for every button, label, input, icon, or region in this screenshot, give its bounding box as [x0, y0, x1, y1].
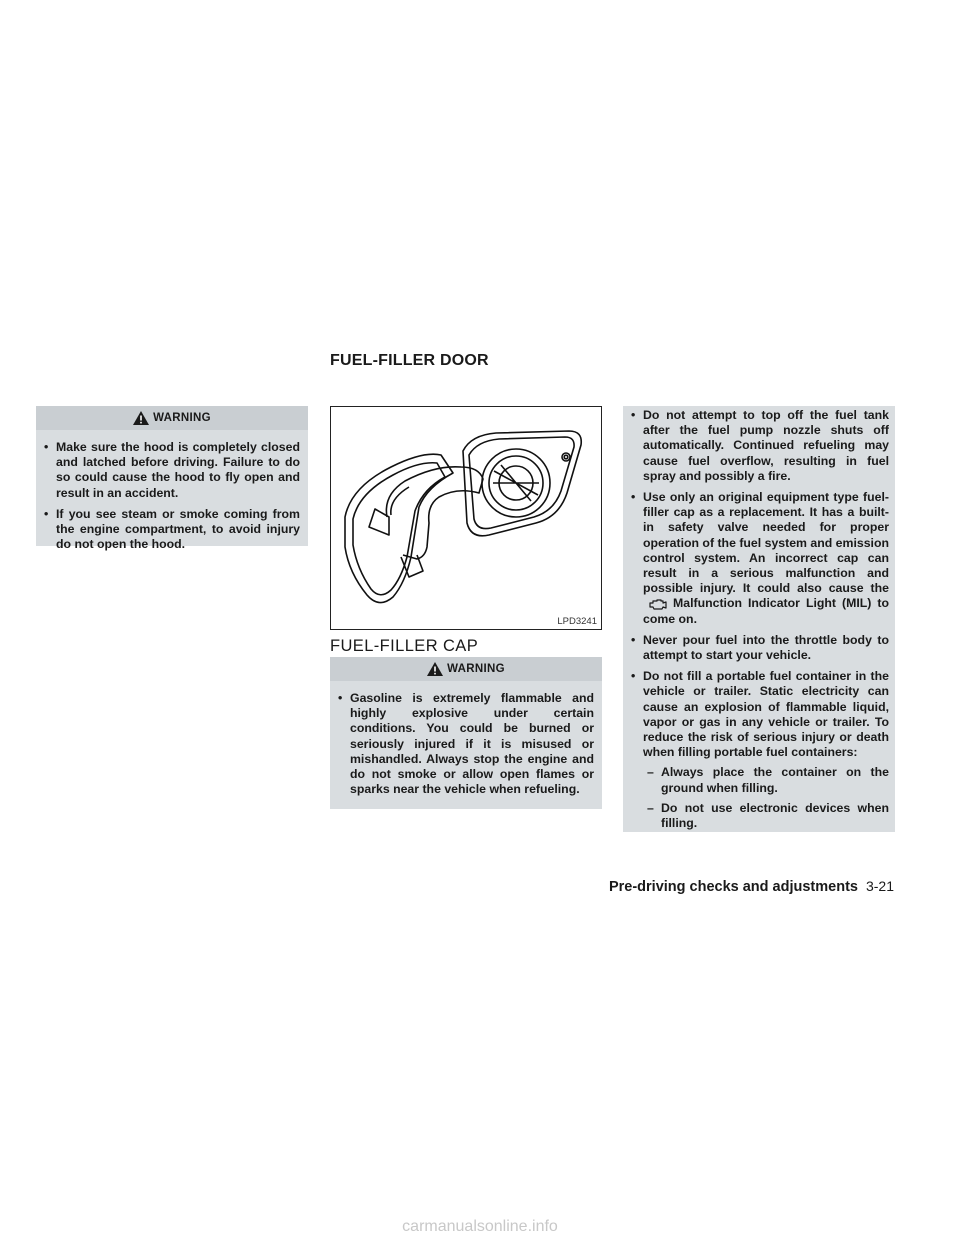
fuel-warning-item: • Never pour fuel into the throttle body to attempt to start your vehicle.: [631, 632, 889, 663]
page-number: 3-21: [865, 878, 894, 894]
fuel-warning-subitem: – Always place the container on the ground when filling.: [647, 765, 889, 795]
hood-warning-item: • Make sure the hood is completely closed and latched before driving. Failure to do so could cause the hood to fly open and result in an accident.: [44, 440, 300, 500]
warning-icon: [133, 411, 149, 425]
cap-warning-item: • Gasoline is extremely flammable and highly explosive under certain conditions. You could be burned or seriously injured if it is misused or mishandled. Always stop the engine and do not smoke or allow open flames or sparks near the vehicle when refueling.: [338, 691, 594, 797]
fuel-warning-item: • Use only an original equipment type fuel-filler cap as a replacement. It has a built-in safety valve needed for proper operation of the fuel system and emission control system. An incorrect cap can result in a serious malfunction and possible injury. It could also cause theMalfunction Indicator Light (MIL) to come on.: [631, 490, 889, 626]
fuel-filler-cap-illustration: [331, 407, 601, 629]
warning-icon: [427, 662, 443, 676]
engine-malfunction-icon: [647, 598, 669, 611]
cap-warning-box: [330, 657, 602, 809]
section-title: FUEL-FILLER DOOR: [330, 352, 489, 369]
chapter-title: Pre-driving checks and adjustments: [608, 879, 858, 895]
cap-warning-header: [330, 657, 602, 681]
hood-warning-item: • If you see steam or smoke coming from the engine compartment, to avoid injury do not open the hood.: [44, 506, 300, 552]
page-footer: [609, 878, 894, 895]
fuel-warning-subitem: – Do not use electronic devices when filling.: [647, 800, 889, 831]
hood-warning-header: [36, 406, 308, 430]
watermark: carmanualsonline.info: [402, 1218, 558, 1235]
hood-warning-box: [36, 406, 308, 552]
cap-warning-label: WARNING: [447, 663, 505, 675]
fuel-warning-item: • Do not attempt to top off the fuel tank after the fuel pump nozzle shuts off automatically. Continued refueling may cause fuel overflow, resulting in fuel spray and possibly a fire.: [631, 408, 889, 483]
fuel-warning-item: • Do not fill a portable fuel container in the vehicle or trailer. Static electricity can cause an explosion of flammable liquid, vapor or gas in any vehicle or trailer. To reduce the risk of serious injury or death when filling portable fuel containers:: [631, 669, 889, 760]
fuel-warning-continued-box: [623, 406, 895, 832]
fuel-filler-figure: [330, 406, 602, 630]
hood-warning-label: WARNING: [153, 412, 211, 424]
figure-label: LPD3241: [557, 616, 597, 627]
subsection-title: FUEL-FILLER CAP: [330, 637, 479, 655]
